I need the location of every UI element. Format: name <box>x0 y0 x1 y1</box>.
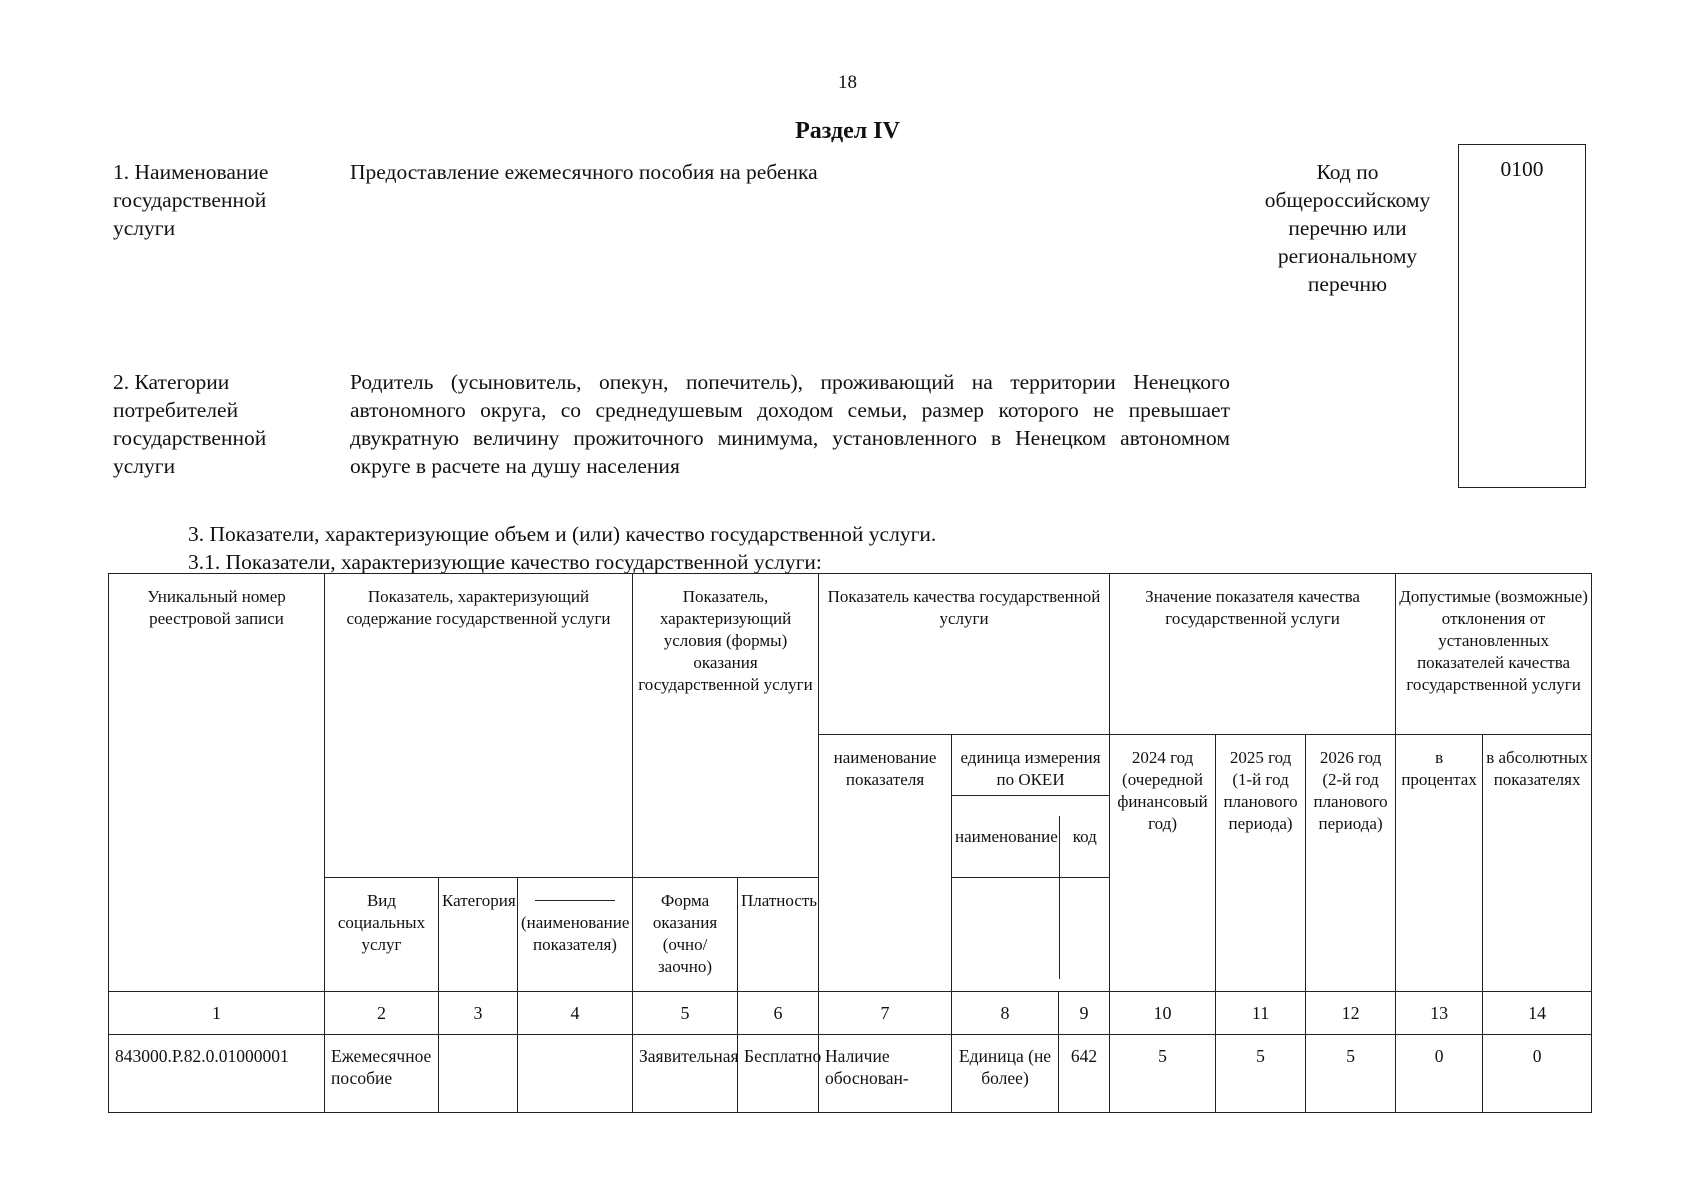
col-num: 3 <box>439 992 518 1035</box>
col-num: 7 <box>819 992 952 1035</box>
code-box: 0100 <box>1458 144 1586 488</box>
header-unit-sub <box>952 827 1110 992</box>
cell-form: Заявительная <box>633 1035 738 1113</box>
col-num: 6 <box>738 992 819 1035</box>
header-quality-value: Значение показателя качества государственной услуги <box>1110 574 1396 735</box>
header-allowed-deviation: Допустимые (возможные) отклонения от установленных показателей качества государственной услуги <box>1396 574 1592 735</box>
service-name-label: 1. Наименование государственной услуги <box>113 160 269 240</box>
header-quality-indicator: Показатель качества государственной услуги <box>819 574 1110 735</box>
header-content-indicator: Показатель, характеризующий содержание государственной услуги <box>325 574 633 878</box>
header-unit-name: наименование <box>952 816 1059 979</box>
cell-indicator: Наличие обоснован- <box>819 1035 952 1113</box>
section-title: Раздел IV <box>795 118 900 144</box>
cell-2024: 5 <box>1110 1035 1216 1113</box>
header-form: Форма оказания (очно/заочно) <box>633 878 738 992</box>
col-num: 8 <box>952 992 1059 1035</box>
header-in-absolute: в абсолютных показателях <box>1483 735 1592 992</box>
col-num: 1 <box>109 992 325 1035</box>
header-category: Категория <box>439 878 518 992</box>
blank-line <box>535 900 615 901</box>
cell-category <box>439 1035 518 1113</box>
col-num: 12 <box>1306 992 1396 1035</box>
code-label: Код по общероссийскому перечню или региональному перечню <box>1264 160 1431 296</box>
header-year-2025: 2025 год (1-й год планового периода) <box>1216 735 1306 992</box>
header-year-2024: 2024 год (очередной финансовый год) <box>1110 735 1216 992</box>
col-num: 2 <box>325 992 439 1035</box>
subsection-3-1-heading: 3.1. Показатели, характеризующие качество государственной услуги: <box>188 550 822 574</box>
cell-unique-number: 843000.Р.82.0.01000001 <box>109 1035 325 1113</box>
consumer-category-label: 2. Категории потребителей государственной услуги <box>113 370 267 478</box>
header-indicator-name: наименование показателя <box>819 735 952 992</box>
col-num: 5 <box>633 992 738 1035</box>
header-condition-indicator: Показатель, характеризующий условия (формы) оказания государственной услуги <box>633 574 819 878</box>
cell-2026: 5 <box>1306 1035 1396 1113</box>
header-unique-number: Уникальный номер реестровой записи <box>109 574 325 992</box>
col-num: 9 <box>1059 992 1110 1035</box>
header-unit-okei: единица измерения по ОКЕИ <box>952 735 1109 796</box>
table-row <box>109 1035 1592 1113</box>
header-name-indicator: (наименование показателя) <box>518 878 633 992</box>
subsection-3-heading: 3. Показатели, характеризующие объем и (или) качество государственной услуги. <box>188 522 937 546</box>
col-num: 10 <box>1110 992 1216 1035</box>
quality-indicators-table <box>108 573 1592 1113</box>
cell-unit-name: Единица (не более) <box>952 1035 1059 1113</box>
column-numbers-row <box>109 992 1592 1035</box>
consumer-category-value: Родитель (усыновитель, опекун, попечитель), проживающий на территории Ненецкого автономного округа, со среднедушевым доходом семьи, размер которого не превышает двукратную величину прожиточного минимума, установленного в Ненецком автономном округе в расчете на душу населения <box>350 370 1230 478</box>
header-in-percent: в процентах <box>1396 735 1483 992</box>
cell-absolute: 0 <box>1483 1035 1592 1113</box>
header-payment: Платность <box>738 878 819 992</box>
cell-name-indicator <box>518 1035 633 1113</box>
header-unit-code: код <box>1072 827 1097 846</box>
cell-2025: 5 <box>1216 1035 1306 1113</box>
col-num: 14 <box>1483 992 1592 1035</box>
service-name-value: Предоставление ежемесячного пособия на ребенка <box>350 160 818 184</box>
header-social-service-type: Вид социальных услуг <box>325 878 439 992</box>
col-num: 4 <box>518 992 633 1035</box>
page-number: 18 <box>838 72 857 93</box>
cell-unit-code: 642 <box>1059 1035 1110 1113</box>
col-num: 11 <box>1216 992 1306 1035</box>
header-year-2026: 2026 год (2-й год планового периода) <box>1306 735 1396 992</box>
cell-payment: Бесплатно <box>738 1035 819 1113</box>
cell-social-service: Ежемесячное пособие <box>325 1035 439 1113</box>
cell-percent: 0 <box>1396 1035 1483 1113</box>
col-num: 13 <box>1396 992 1483 1035</box>
